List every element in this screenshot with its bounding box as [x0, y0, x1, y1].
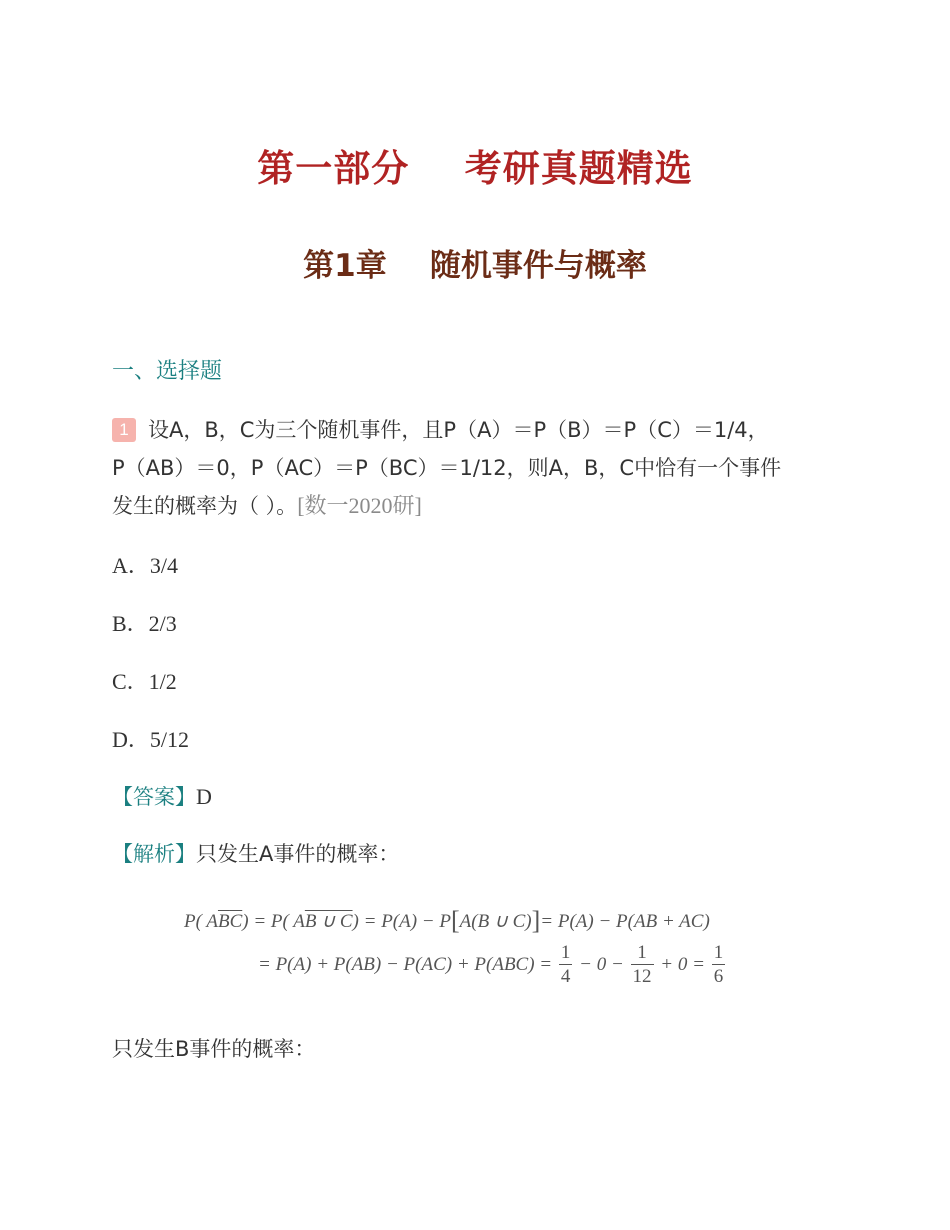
fraction-1: $\frac{1}{4}$ [560, 942, 571, 987]
question-text-2: P（AB）＝0，P（AC）＝P（BC）＝1/12，则A，B，C中恰有一个事件 [112, 456, 782, 480]
answer-line [112, 781, 212, 811]
fraction-2: $\frac{1}{12}$ [632, 942, 652, 987]
question-number-badge: 1 [112, 418, 136, 442]
question-source: [数一2020研] [297, 493, 422, 518]
answer-value: D [196, 784, 212, 809]
question-line-1 [112, 414, 769, 444]
option-b: B．2/3 [112, 611, 177, 636]
part-title: 第一部分 考研真题精选 [257, 147, 693, 190]
formula-line-1: P( $A\overline{B}\overline{C}) = P$( AB ∪ C) = P(A) − P[A(B ∪ C)]= P(A) − P(AB + AC) [184, 906, 710, 935]
option-a: A．3/4 [112, 553, 179, 578]
option-c: C．1/2 [112, 669, 177, 694]
analysis-text: 只发生A事件的概率： [196, 842, 400, 866]
analysis-line [112, 838, 399, 868]
answer-label: 【答案】 [112, 785, 196, 809]
section-title: 一、选择题 [112, 359, 223, 384]
analysis-label: 【解析】 [112, 842, 196, 866]
question-text-3: 发生的概率为（ ）。 [112, 494, 298, 518]
chapter-title: 第1章 随机事件与概率 [303, 248, 647, 284]
question-line-3 [112, 489, 422, 520]
next-analysis-text: 只发生B事件的概率： [112, 1037, 316, 1061]
question-text-1: 设A，B，C为三个随机事件，且P（A）＝P（B）＝P（C）＝1/4， [148, 418, 769, 442]
fraction-3: $\frac{1}{6}$ [713, 942, 724, 987]
formula-line-2: = P(A) + P(AB) − P(AC) + P(ABC) = $\frac{1}{4}$ − 0 − $\frac{1}{12}$ + 0 = $\frac{1}{6}$ [258, 942, 724, 987]
option-d: D．5/12 [112, 727, 190, 752]
question-line-2 [112, 452, 781, 482]
